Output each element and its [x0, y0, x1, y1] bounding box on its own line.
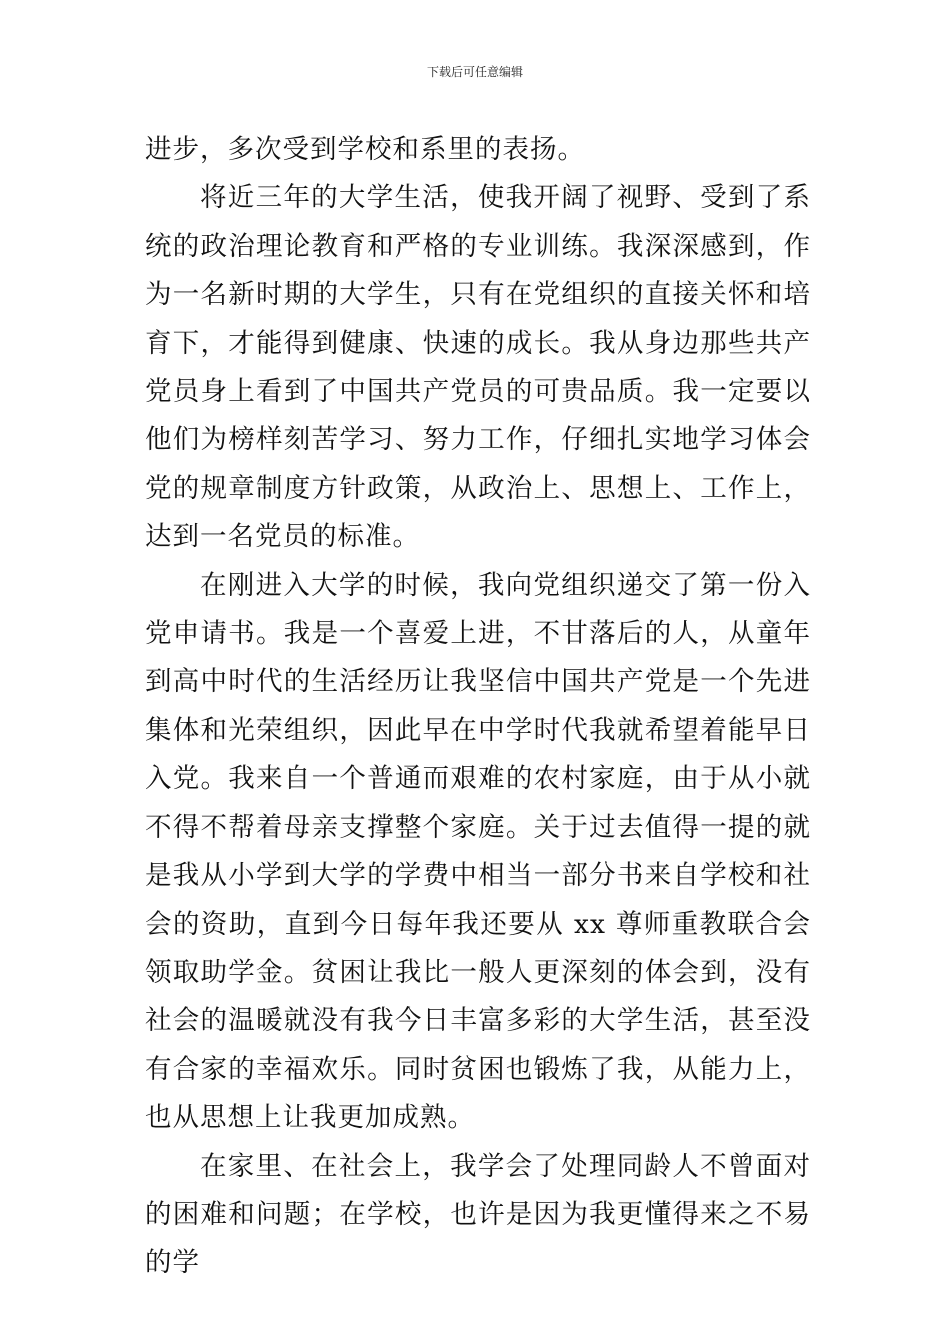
- paragraph-3: 在刚进入大学的时候，我向党组织递交了第一份入党申请书。我是一个喜爱上进，不甘落后的人，从童年到高中时代的生活经历让我坚信中国共产党是一个先进集体和光荣组织，因此早在中学时代我就希望着能早日入党。我来自一个普通而艰难的农村家庭，由于从小就不得不帮着母亲支撑整个家庭。关于过去值得一提的就是我从小学到大学的学费中相当一部分书来自学校和社会的资助，直到今日每年我还要从 xx 尊师重教联合会领取助学金。贫困让我比一般人更深刻的体会到，没有社会的温暖就没有我今日丰富多彩的大学生活，甚至没有合家的幸福欢乐。同时贫困也锻炼了我，从能力上，也从思想上让我更加成熟。: [145, 569, 811, 1134]
- paragraph-1: 进步，多次受到学校和系里的表扬。: [145, 134, 585, 165]
- paragraph-2: 将近三年的大学生活，使我开阔了视野、受到了系统的政治理论教育和严格的专业训练。我深深感到，作为一名新时期的大学生，只有在党组织的直接关怀和培育下，才能得到健康、快速的成长。我从身边那些共产党员身上看到了中国共产党员的可贵品质。我一定要以他们为榜样刻苦学习、努力工作，仔细扎实地学习体会党的规章制度方针政策，从政治上、思想上、工作上，达到一名党员的标准。: [145, 182, 811, 553]
- page-header: 下载后可任意编辑: [426, 65, 523, 79]
- paragraph-4: 在家里、在社会上，我学会了处理同龄人不曾面对的困难和问题；在学校，也许是因为我更懂得来之不易的学: [145, 1150, 811, 1279]
- document-body: [145, 126, 811, 1288]
